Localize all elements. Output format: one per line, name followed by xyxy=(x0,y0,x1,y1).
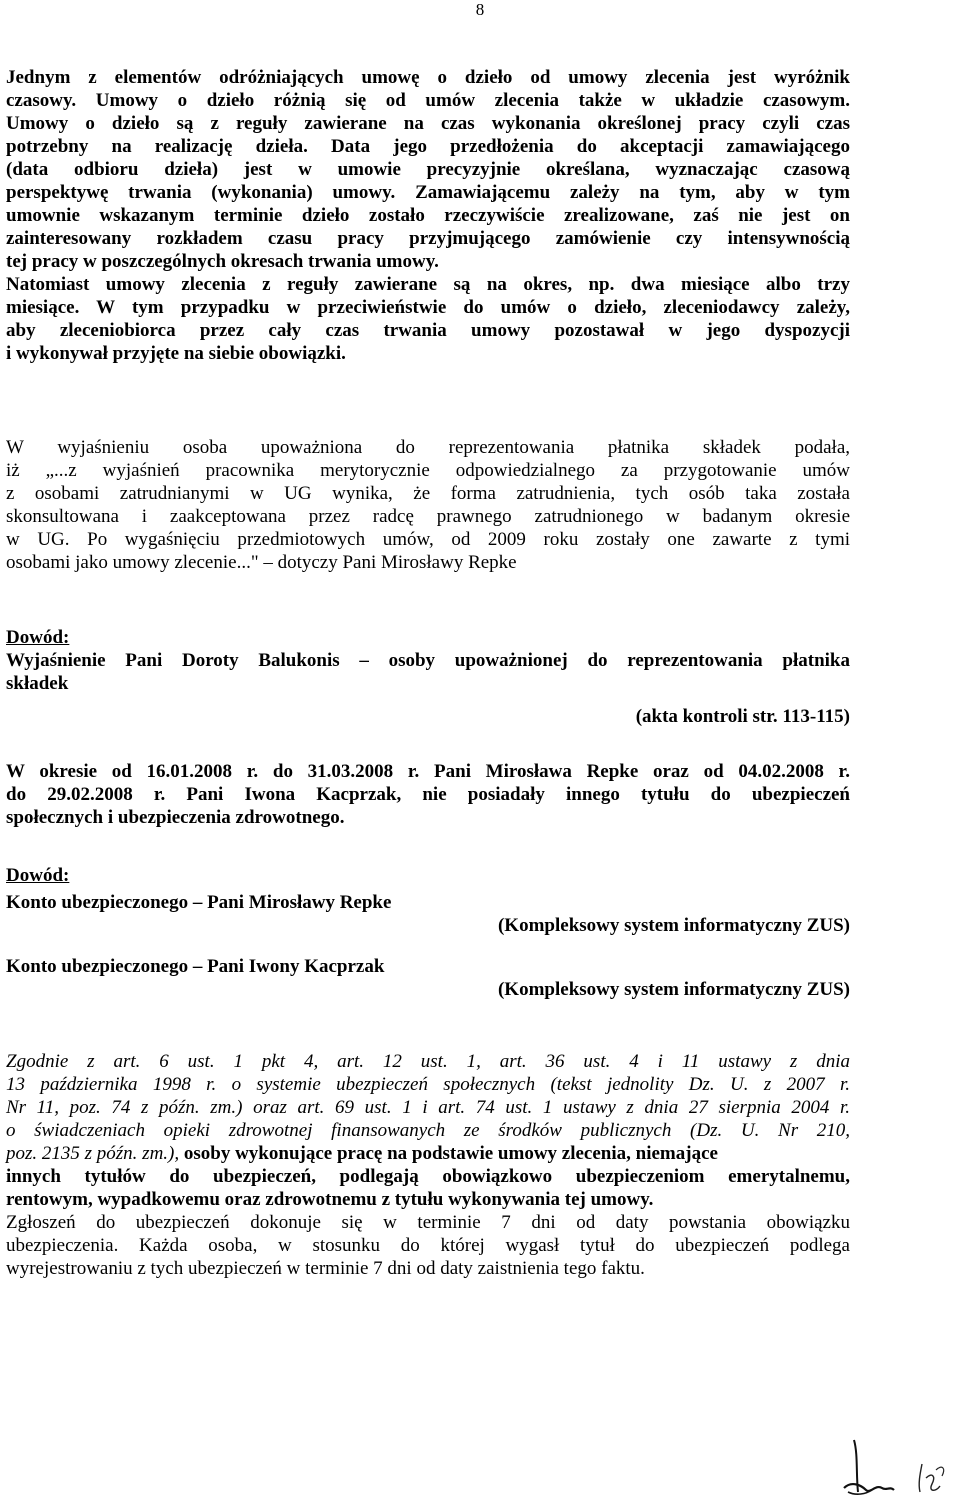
text-line: do 29.02.2008 r. Pani Iwona Kacprzak, nie posiadały innego tytułu do ubezpieczeń xyxy=(6,784,850,805)
page-number: 8 xyxy=(475,0,485,19)
text-line: aby zleceniobiorca przez cały czas trwania umowy pozostawał w jego dyspozycji xyxy=(6,320,850,341)
evidence-heading: Dowód: xyxy=(6,627,70,648)
text-line: ubezpieczenia. Każda osoba, w stosunku do której wygasł tytuł do ubezpieczeń podlega xyxy=(6,1235,850,1256)
evidence-item: Wyjaśnienie Pani Doroty Balukonis – osoby upoważnionej do reprezentowania płatnika xyxy=(6,650,850,671)
text-line: o świadczeniach opieki zdrowotnej finansowanych ze środków publicznych (Dz. U. Nr 210, xyxy=(6,1120,850,1141)
evidence-item: składek xyxy=(6,673,69,694)
paragraph-explanation xyxy=(6,436,850,574)
evidence-block-1 xyxy=(6,626,850,728)
text-line: społecznych i ubezpieczenia zdrowotnego. xyxy=(6,807,345,828)
text-line: Zgłoszeń do ubezpieczeń dokonuje się w terminie 7 dni od daty powstania obowiązku xyxy=(6,1212,850,1233)
text-line: rentowym, wypadkowemu oraz zdrowotnemu z tytułu wykonywania tej umowy. xyxy=(6,1189,654,1210)
text-line: Zgodnie z art. 6 ust. 1 pkt 4, art. 12 ust. 1, art. 36 ust. 4 i 11 ustawy z dnia xyxy=(6,1051,850,1072)
text-line: w UG. Po wygaśnięciu przedmiotowych umów, od 2009 roku zostały one zawarte z tymi xyxy=(6,529,850,550)
text-line: Natomiast umowy zlecenia z reguły zawierane są na okres, np. dwa miesiące albo trzy xyxy=(6,274,850,295)
legal-citation: poz. 2135 z późn. zm.), xyxy=(6,1143,180,1164)
evidence-reference: (Kompleksowy system informatyczny ZUS) xyxy=(497,979,850,1000)
evidence-item: Konto ubezpieczonego – Pani Mirosławy Repke xyxy=(6,892,392,913)
text-line: i wykonywał przyjęte na siebie obowiązki. xyxy=(6,343,346,364)
text-line: Nr 11, poz. 74 z późn. zm.) oraz art. 69 ust. 1 i art. 74 ust. 1 ustawy z dnia 27 sierpnia 2004 r. xyxy=(6,1097,850,1118)
text-line: osobami jako umowy zlecenie..." – dotyczy Pani Mirosławy Repke xyxy=(6,552,517,573)
text-line xyxy=(6,1142,850,1165)
text-line: W okresie od 16.01.2008 r. do 31.03.2008 r. Pani Mirosława Repke oraz od 04.02.2008 r. xyxy=(6,761,850,782)
legal-statement: osoby wykonujące pracę na podstawie umowy zlecenia, niemające xyxy=(179,1143,718,1164)
text-line: potrzebny na realizację dzieła. Data jego przedłożenia do akceptacji zamawiającego xyxy=(6,136,850,157)
paragraph-insurance-status xyxy=(6,760,850,829)
text-line: Umowy o dzieło są z reguły zawierane na czas wykonania określonej pracy czyli czas xyxy=(6,113,850,134)
text-line: czasowy. Umowy o dzieło różnią się od umów zlecenia także w układzie czasowym. xyxy=(6,90,850,111)
text-line: skonsultowana i zaakceptowana przez radcę prawnego zatrudnionego w badanym okresie xyxy=(6,506,850,527)
text-line: iż „...z wyjaśnień pracownika merytorycznie odpowiedzialnego za przygotowanie umów xyxy=(6,460,850,481)
text-line: tej pracy w poszczególnych okresach trwania umowy. xyxy=(6,251,439,272)
handwritten-signature xyxy=(836,1434,956,1498)
text-line: z osobami zatrudnianymi w UG wynika, że forma zatrudnienia, tych osób taka została xyxy=(6,483,850,504)
text-line: 13 października 1998 r. o systemie ubezpieczeń społecznych (tekst jednolity Dz. U. z 2007 r. xyxy=(6,1074,850,1095)
text-line: zainteresowany rozkładem czasu pracy przyjmującego zamówienie czy intensywnością xyxy=(6,228,850,249)
paragraph-contract-differences xyxy=(6,66,850,365)
text-line: W wyjaśnieniu osoba upoważniona do reprezentowania płatnika składek podała, xyxy=(6,437,850,458)
text-line: umownie wskazanym terminie dzieło zostało rzeczywiście zrealizowane, zaś nie jest on xyxy=(6,205,850,226)
text-line: innych tytułów do ubezpieczeń, podlegają obowiązkowo ubezpieczeniom emerytalnemu, xyxy=(6,1166,850,1187)
paragraph-legal-basis xyxy=(6,1050,850,1280)
evidence-heading: Dowód: xyxy=(6,865,70,886)
evidence-reference: (akta kontroli str. 113-115) xyxy=(635,706,850,727)
text-line: perspektywę trwania (wykonania) umowy. Zamawiającemu zależy na tym, aby w tym xyxy=(6,182,850,203)
evidence-item: Konto ubezpieczonego – Pani Iwony Kacprzak xyxy=(6,956,385,977)
evidence-block-2 xyxy=(6,864,850,1001)
text-line: miesiące. W tym przypadku w przeciwieństwie do umów o dzieło, zleceniodawcy zależy, xyxy=(6,297,850,318)
evidence-reference: (Kompleksowy system informatyczny ZUS) xyxy=(497,915,850,936)
text-line: (data odbioru dzieła) jest w umowie precyzyjnie określana, wyznaczając czasową xyxy=(6,159,850,180)
text-line: wyrejestrowaniu z tych ubezpieczeń w terminie 7 dni od daty zaistnienia tego faktu. xyxy=(6,1258,645,1279)
text-line: Jednym z elementów odróżniających umowę o dzieło od umowy zlecenia jest wyróżnik xyxy=(6,67,850,88)
